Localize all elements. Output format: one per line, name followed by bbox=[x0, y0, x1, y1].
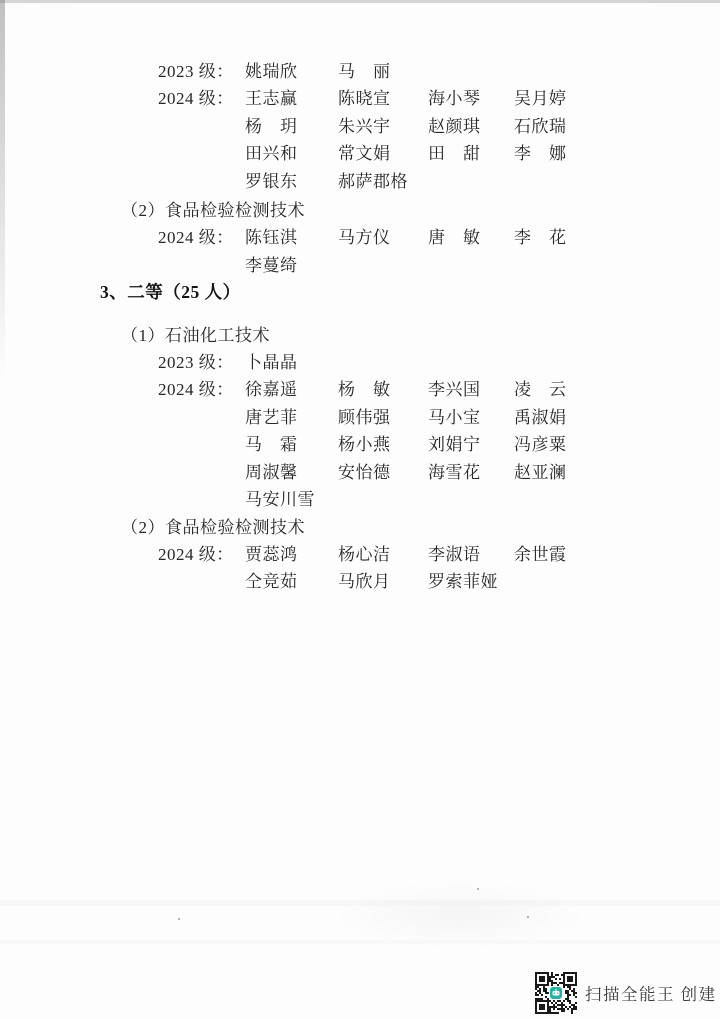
student-name: 杨 玥 bbox=[245, 116, 298, 136]
section-heading: 3、二等（25 人） bbox=[100, 282, 241, 303]
student-name: 李蔓绮 bbox=[245, 255, 298, 275]
name-row bbox=[0, 459, 720, 486]
camscanner-qr-icon bbox=[535, 972, 577, 1014]
name-row bbox=[0, 85, 720, 112]
subsection-heading: （2）食品检验检测技术 bbox=[121, 517, 305, 537]
student-name: 陈钰淇 bbox=[245, 228, 298, 248]
name-row bbox=[0, 568, 720, 595]
class-year-label bbox=[158, 459, 245, 486]
student-name: 姚瑞欣 bbox=[245, 62, 298, 81]
name-row bbox=[0, 113, 720, 140]
student-name: 余世霞 bbox=[514, 544, 567, 564]
class-year-label bbox=[158, 486, 245, 513]
student-name: 周淑馨 bbox=[245, 462, 298, 482]
student-name: 田 甜 bbox=[428, 144, 481, 164]
student-name: 赵颜琪 bbox=[428, 116, 481, 136]
name-row bbox=[0, 431, 720, 458]
scan-speck bbox=[178, 918, 180, 920]
scan-edge-top bbox=[0, 0, 720, 3]
class-year-label bbox=[158, 252, 245, 279]
name-row bbox=[0, 224, 720, 251]
student-name: 仝竞茹 bbox=[245, 572, 298, 592]
student-name: 冯彦粟 bbox=[514, 435, 567, 455]
name-row bbox=[0, 486, 720, 513]
name-row bbox=[0, 168, 720, 195]
class-year-label bbox=[158, 404, 245, 431]
subsection-heading: （1）石油化工技术 bbox=[121, 325, 270, 345]
student-name: 赵亚澜 bbox=[514, 462, 567, 482]
camscanner-watermark bbox=[535, 972, 717, 1014]
document-blocks bbox=[0, 58, 720, 596]
class-year-label: 2024 级： bbox=[158, 228, 234, 248]
student-name: 田兴和 bbox=[245, 144, 298, 164]
class-year-label: 2024 级： bbox=[158, 89, 234, 109]
name-row bbox=[0, 58, 720, 85]
student-name: 禹淑娟 bbox=[514, 407, 567, 427]
student-name: 唐 敏 bbox=[428, 228, 481, 248]
student-name: 马 丽 bbox=[338, 62, 391, 81]
name-row bbox=[0, 252, 720, 279]
scan-speck bbox=[527, 916, 529, 918]
student-name: 李淑语 bbox=[428, 544, 481, 564]
student-name: 卜晶晶 bbox=[245, 353, 298, 373]
student-name: 陈晓宣 bbox=[338, 89, 391, 109]
student-name: 李兴国 bbox=[428, 380, 481, 400]
student-name: 顾伟强 bbox=[338, 407, 391, 427]
class-year-label: 2023 级： bbox=[158, 62, 234, 81]
student-name: 马小宝 bbox=[428, 407, 481, 427]
class-year-label bbox=[158, 168, 245, 195]
class-year-label: 2024 级： bbox=[158, 544, 234, 564]
class-year-label bbox=[158, 140, 245, 167]
student-name: 唐艺菲 bbox=[245, 407, 298, 427]
student-name: 海雪花 bbox=[428, 462, 481, 482]
student-name: 郝萨郡格 bbox=[338, 171, 408, 191]
student-name: 罗索菲娅 bbox=[428, 572, 498, 592]
student-name: 吴月婷 bbox=[514, 89, 567, 109]
class-year-label bbox=[158, 431, 245, 458]
class-year-label bbox=[158, 113, 245, 140]
student-name: 马欣月 bbox=[338, 572, 391, 592]
student-name: 石欣瑞 bbox=[514, 116, 567, 136]
name-row bbox=[0, 349, 720, 376]
student-name: 贾蕊鸿 bbox=[245, 544, 298, 564]
student-name: 李 花 bbox=[514, 228, 567, 248]
name-row bbox=[0, 404, 720, 431]
class-year-label: 2023 级： bbox=[158, 353, 234, 373]
student-name: 王志赢 bbox=[245, 89, 298, 109]
student-name: 李 娜 bbox=[514, 144, 567, 164]
name-row bbox=[0, 541, 720, 568]
class-year-label bbox=[158, 568, 245, 595]
camscanner-watermark-label: 扫描全能王 创建 bbox=[585, 985, 717, 1004]
student-name: 马安川雪 bbox=[245, 490, 315, 510]
student-name: 杨 敏 bbox=[338, 380, 391, 400]
student-name: 凌 云 bbox=[514, 380, 567, 400]
name-row bbox=[0, 376, 720, 403]
class-year-label: 2024 级： bbox=[158, 380, 234, 400]
student-name: 马方仪 bbox=[338, 228, 391, 248]
student-name: 马 霜 bbox=[245, 435, 298, 455]
student-name: 徐嘉遥 bbox=[245, 380, 298, 400]
student-name: 常文娟 bbox=[338, 144, 391, 164]
student-name: 朱兴宇 bbox=[338, 116, 391, 136]
student-name: 刘娟宁 bbox=[428, 435, 481, 455]
student-name: 罗银东 bbox=[245, 171, 298, 191]
scan-speck bbox=[477, 888, 479, 890]
scan-smudge bbox=[330, 880, 590, 950]
student-name: 海小琴 bbox=[428, 89, 481, 109]
name-row bbox=[0, 140, 720, 167]
student-name: 杨小燕 bbox=[338, 435, 391, 455]
student-name: 杨心洁 bbox=[338, 544, 391, 564]
subsection-heading: （2）食品检验检测技术 bbox=[121, 201, 305, 221]
student-name: 安怡德 bbox=[338, 462, 391, 482]
